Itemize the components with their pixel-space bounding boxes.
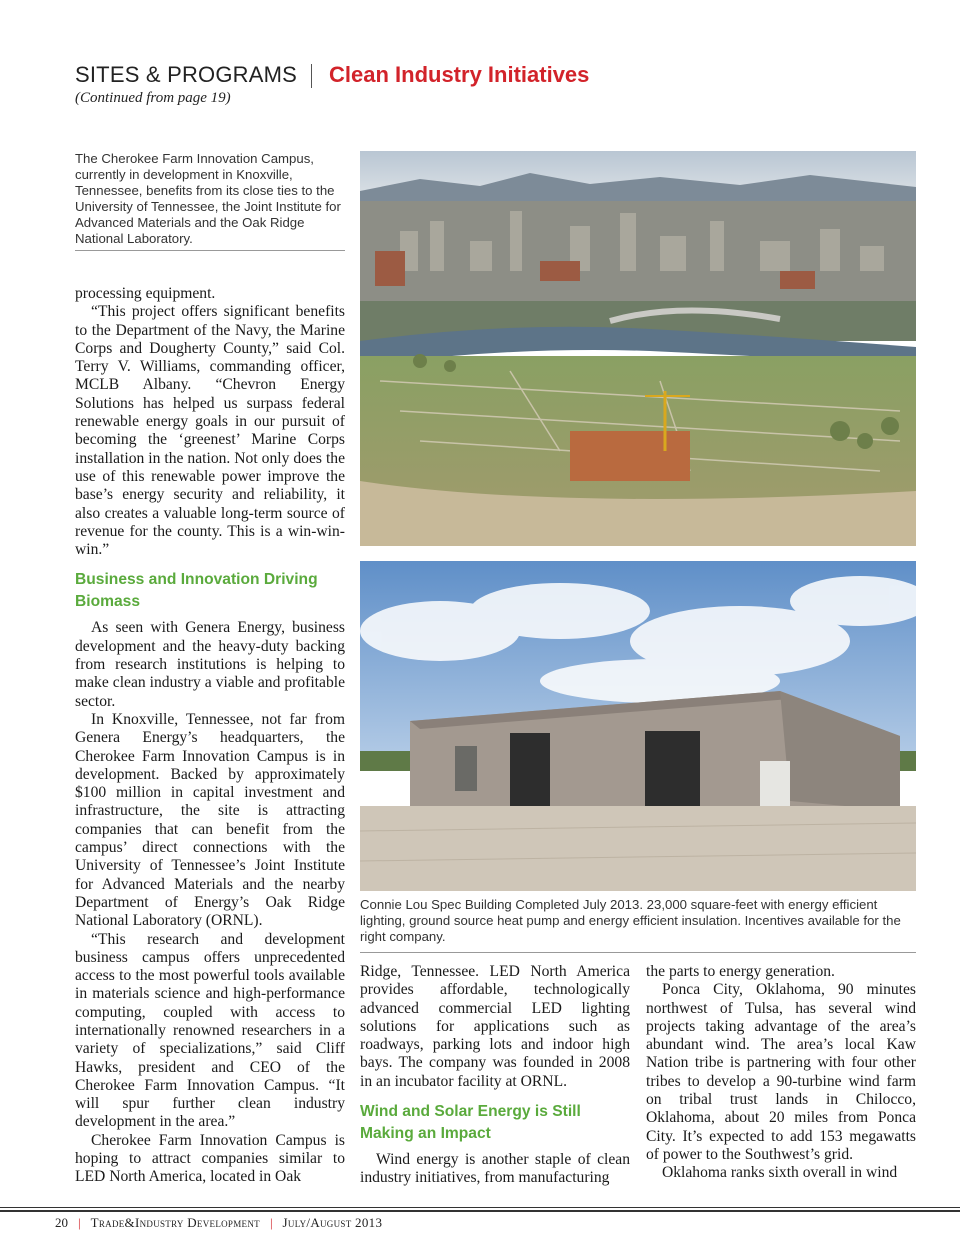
paragraph: “This research and development business campus offers unprecedented access to the most powerful tools available in materials science and high-performance computing, coupled with access to internationally renowned researchers in a variety of specializations,” said Cliff Hawks, president and CEO of the Cherokee Farm Innovation Campus. “It will spur further clean industry development in the area.”	[75, 930, 345, 1131]
photo-caption-building: Connie Lou Spec Building Completed July 2013. 23,000 square-feet with energy efficient lighting, ground source heat pump and energy efficient insulation. Incentives available for the right company.	[360, 897, 901, 944]
footer-divider: |	[269, 1215, 273, 1230]
spec-building-photo	[360, 561, 916, 891]
photo-caption-campus: The Cherokee Farm Innovation Campus, currently in development in Knoxville, Tennessee, benefits from its close ties to the University of Tennessee, the Joint Institute for Advanced Materials and the Oak Ridge National Laboratory.	[75, 151, 341, 246]
paragraph: “This project offers significant benefits to the Department of the Navy, the Marine Corps and Dougherty County,” said Col. Terry V. Williams, commanding officer, MCLB Albany. “Chevron Energy Solutions has helped us surpass federal renewable energy goals in our pursuit of becoming the ‘greenest’ Marine Corps installation in the nation. Not only does the use of this renewable power improve the base’s energy security and reliability, it also creates a valuable long-term source of revenue for the county. This is a win-win-win.”	[75, 303, 345, 559]
issue-date: July/August 2013	[282, 1215, 383, 1230]
aerial-campus-photo	[360, 151, 916, 546]
caption-divider	[360, 952, 916, 953]
footer-rule	[0, 1207, 960, 1208]
subheading: Wind and Solar Energy is Still Making an Impact	[360, 1103, 581, 1143]
publication-name: Trade&Industry Development	[90, 1215, 260, 1230]
paragraph: Ridge, Tennessee. LED North America provides affordable, technologically advanced commercial LED lighting solutions for applications such as roadways, parking lots and indoor high bays. The company was founded in 2008 in an incubator facility at ORNL.	[360, 963, 630, 1090]
paragraph: Wind energy is another staple of clean industry initiatives, from manufacturing	[360, 1151, 630, 1187]
article-column-3	[646, 963, 916, 1183]
page-header	[75, 60, 915, 92]
section-label: SITES & PROGRAMS	[75, 62, 298, 87]
paragraph: Ponca City, Oklahoma, 90 minutes northwest of Tulsa, has several wind projects taking advantage of the area’s abundant wind. The area’s local Kaw Nation tribe is partnering with four other tribes to develop a 90-turbine wind farm on tribal trust lands in Chilocco, Oklahoma, about 20 miles from Ponca City. It’s expected to add 153 megawatts of power to the Southwest’s grid.	[646, 981, 916, 1163]
paragraph: Oklahoma ranks sixth overall in wind	[662, 1164, 898, 1182]
caption-divider	[75, 250, 345, 251]
section-title: Clean Industry Initiatives	[329, 62, 590, 87]
footer-rule	[0, 1210, 960, 1212]
paragraph: Cherokee Farm Innovation Campus is hoping to attract companies similar to LED North America, located in Oak	[75, 1131, 345, 1186]
article-column-1	[75, 285, 345, 1187]
subheading: Business and Innovation Driving Biomass	[75, 571, 318, 611]
continued-note: (Continued from page 19)	[75, 90, 231, 106]
paragraph: the parts to energy generation.	[646, 963, 835, 980]
paragraph: As seen with Genera Energy, business development and the heavy-duty backing from research institutions is helping to make clean industry a viable and profitable sector.	[75, 619, 345, 710]
footer-divider: |	[78, 1215, 81, 1230]
paragraph: processing equipment.	[75, 285, 216, 302]
page-number: 20	[55, 1215, 68, 1230]
paragraph: In Knoxville, Tennessee, not far from Genera Energy’s headquarters, the Cherokee Farm Innovation Campus is in development. Backed by approximately $100 million in capital investment and infrastructure, the site is attracting companies that can benefit from the campus’ direct connections with the University of Tennessee’s Joint Institute for Advanced Materials and the nearby Department of Energy’s Oak Ridge National Laboratory (ORNL).	[75, 710, 345, 930]
page-footer	[55, 1215, 382, 1231]
article-column-2	[360, 963, 630, 1188]
header-divider	[311, 64, 312, 88]
